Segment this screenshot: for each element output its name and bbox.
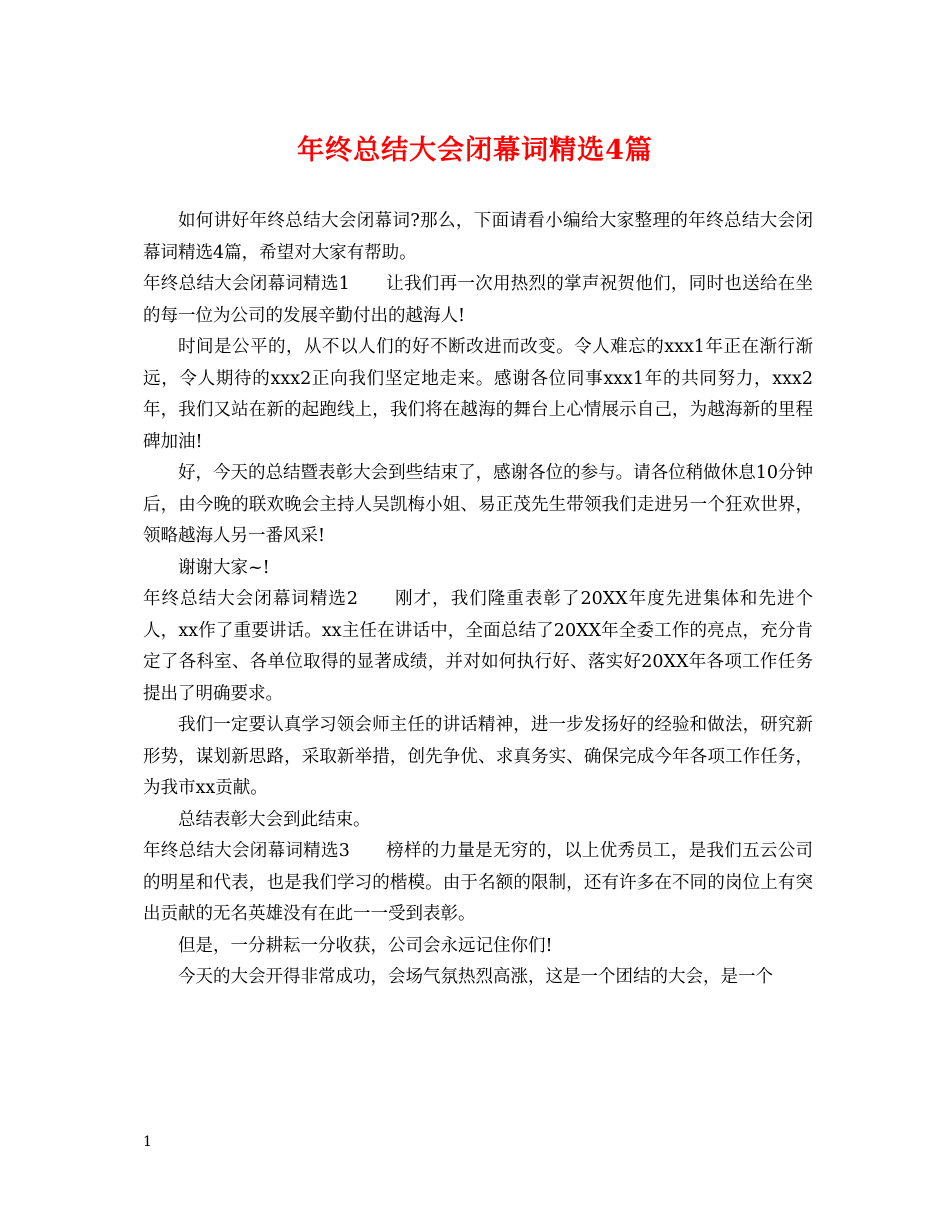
body-paragraph [143, 584, 813, 710]
section-heading: 年终总结大会闭幕词精选2 [143, 589, 359, 609]
page-number: 1 [143, 1134, 152, 1150]
paragraph-text: 谢谢大家~! [178, 557, 270, 578]
body-paragraph [143, 836, 813, 931]
body-paragraph [143, 710, 813, 805]
paragraph-text: 总结表彰大会到此结束。 [178, 809, 371, 830]
body-paragraph [143, 553, 813, 585]
body-paragraph [143, 332, 813, 458]
body-paragraph [143, 458, 813, 553]
document-title: 年终总结大会闭幕词精选4篇 [297, 135, 653, 166]
body-paragraph [143, 962, 813, 994]
paragraph-text: 好，今天的总结暨表彰大会到些结束了，感谢各位的参与。请各位稍做休息10分钟后，由今晚的联欢晚会主持人吴凯梅小姐、易正茂先生带领我们走进另一个狂欢世界，领略越海人另一番风采! [143, 463, 813, 546]
paragraph-text: 我们一定要认真学习领会师主任的讲话精神，进一步发扬好的经验和做法，研究新形势，谋划新思路，采取新举措，创先争优、求真务实、确保完成今年各项工作任务，为我市xx贡献。 [143, 715, 813, 798]
paragraph-text: 如何讲好年终总结大会闭幕词?那么，下面请看小编给大家整理的年终总结大会闭幕词精选4篇，希望对大家有帮助。 [143, 211, 813, 263]
body-paragraph [143, 206, 813, 269]
body-paragraph [143, 269, 813, 332]
paragraph-text: 刚才，我们隆重表彰了20XX年度先进集体和先进个人，xx作了重要讲话。xx主任在讲话中，全面总结了20XX年全委工作的亮点，充分肯定了各科室、各单位取得的显著成绩，并对如何执行好、落实好20XX年各项工作任务提出了明确要求。 [143, 589, 813, 704]
paragraph-text: 今天的大会开得非常成功，会场气氛热烈高涨，这是一个团结的大会，是一个 [178, 967, 773, 987]
section-heading: 年终总结大会闭幕词精选3 [143, 841, 350, 861]
paragraph-text: 但是，一分耕耘一分收获，公司会永远记住你们! [178, 935, 553, 956]
body-paragraph [143, 931, 813, 963]
paragraph-text: 时间是公平的，从不以人们的好不断改进而改变。令人难忘的xxx1年正在渐行渐远，令人期待的xxx2正向我们坚定地走来。感谢各位同事xxx1年的共同努力，xxx2年，我们又站在新的起跑线上，我们将在越海的舞台上心情展示自己，为越海新的里程碑加油! [143, 337, 813, 452]
paragraph-text: 榜样的力量是无穷的，以上优秀员工，是我们五云公司的明星和代表，也是我们学习的楷模。由于名额的限制，还有许多在不同的岗位上有突出贡献的无名英雄没有在此一一受到表彰。 [143, 841, 813, 924]
section-heading: 年终总结大会闭幕词精选1 [143, 274, 350, 294]
document-body [143, 206, 813, 994]
body-paragraph [143, 805, 813, 837]
paragraph-text: 让我们再一次用热烈的掌声祝贺他们，同时也送给在坐的每一位为公司的发展辛勤付出的越海人! [143, 274, 813, 326]
